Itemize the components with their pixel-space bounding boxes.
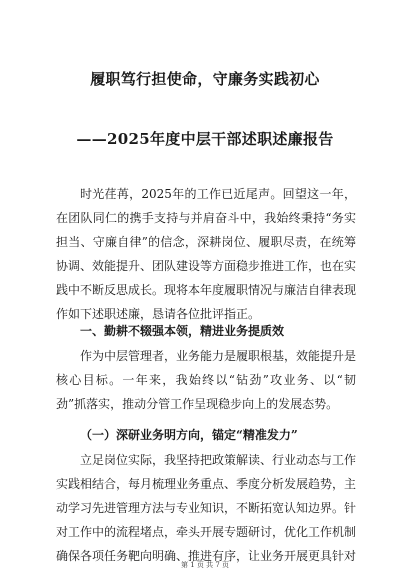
section-1-paragraph: 作为中层管理者，业务能力是履职根基，效能提升是核心目标。一年来，我始终以“钻劲”攻业务、以“韧劲”抓落实，推动分管工作呈现稳步向上的发展态势。 [56, 349, 357, 411]
intro-paragraph: 时光荏苒，2025年的工作已近尾声。回望这一年，在团队同仁的携手支持与并肩奋斗中，我始终秉持“务实担当、守廉自律”的信念，深耕岗位、履职尽责，在统筹协调、效能提升、团队建设等方面稳步推进工作，也在实践中不断反思成长。现将本年度履职情况与廉洁自律表现作如下述职述廉，恳请各位批评指正。 [56, 187, 357, 321]
document-subtitle: ——2025年度中层干部述职述廉报告 [76, 130, 334, 148]
subsection-1-paragraph: 立足岗位实际，我坚持把政策解读、行业动态与工作实践相结合，每月梳理业务重点、季度分析发展趋势，主动学习先进管理方法与专业知识，不断拓宽认知边界。针对工作中的流程堵点，牵头开展专题研讨，优化工作机制确保各项任务靶向明确、推进有序，让业务开展更具针对 [56, 453, 357, 563]
document-title: 履职笃行担使命，守廉务实践初心 [90, 70, 320, 88]
page-number-footer: 第 1 页 共 7 页 [180, 561, 230, 569]
section-heading-1: 一、勤耕不辍强本领，精进业务提质效 [80, 324, 285, 338]
subsection-heading-1: （一）深研业务明方向，锚定“精准发力” [80, 428, 298, 442]
